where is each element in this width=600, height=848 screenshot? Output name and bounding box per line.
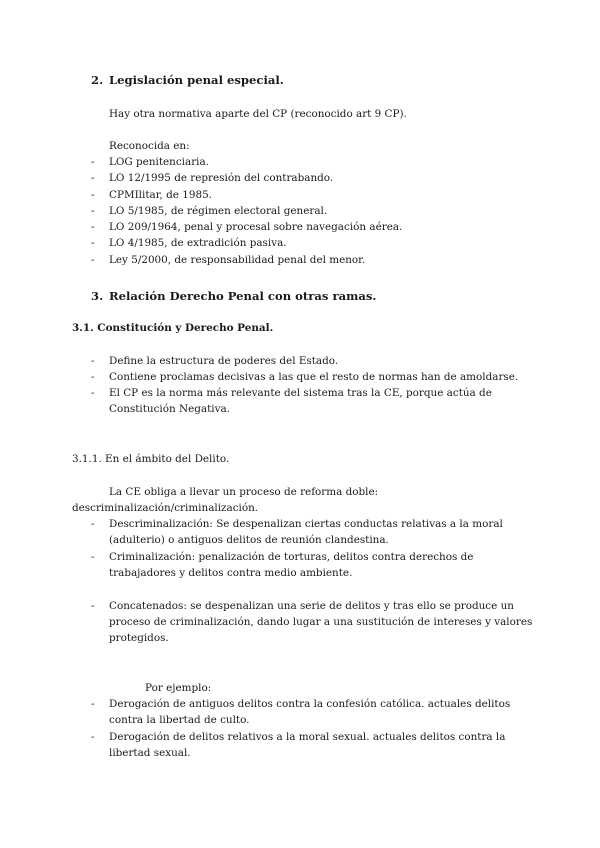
section-2-intro: Hay otra normativa aparte del CP (reconocido art 9 CP). bbox=[109, 108, 407, 120]
list-item-text: LO 12/1995 de represión del contrabando. bbox=[109, 172, 334, 184]
section-3-1-1-title: 3.1.1. En el ámbito del Delito. bbox=[72, 453, 230, 465]
list-item-text: Concatenados: se despenalizan una serie de delitos y tras ello se produce un bbox=[109, 600, 514, 612]
example-label: Por ejemplo: bbox=[145, 682, 212, 694]
list-item-text-continued: libertad sexual. bbox=[109, 747, 191, 759]
bullet-dash: - bbox=[91, 355, 95, 367]
list-item-text-continued: protegidos. bbox=[109, 632, 169, 644]
section-3-1-1-intro-line-2: descriminalización/criminalización. bbox=[72, 502, 259, 514]
list-item-text: Ley 5/2000, de responsabilidad penal del menor. bbox=[109, 254, 366, 266]
list-item-text: Descriminalización: Se despenalizan ciertas conductas relativas a la moral bbox=[109, 518, 503, 530]
list-item-text-continued: Constitución Negativa. bbox=[109, 403, 230, 415]
list-item-text: CPMIlitar, de 1985. bbox=[109, 189, 212, 201]
bullet-dash: - bbox=[91, 518, 95, 530]
list-item-text: LO 4/1985, de extradición pasiva. bbox=[109, 237, 287, 249]
list-item-text: LO 5/1985, de régimen electoral general. bbox=[109, 205, 328, 217]
list-item-text: LO 209/1964, penal y procesal sobre navegación aérea. bbox=[109, 221, 403, 233]
section-2-title: Legislación penal especial. bbox=[109, 73, 284, 87]
section-3-1-title: 3.1. Constitución y Derecho Penal. bbox=[72, 322, 274, 334]
section-2-number: 2. bbox=[91, 73, 104, 87]
bullet-dash: - bbox=[91, 254, 95, 266]
bullet-dash: - bbox=[91, 731, 95, 743]
bullet-dash: - bbox=[91, 237, 95, 249]
section-3-1-1-intro-line-1: La CE obliga a llevar un proceso de reforma doble: bbox=[109, 486, 379, 498]
list-item-text: Contiene proclamas decisivas a las que el resto de normas han de amoldarse. bbox=[109, 371, 519, 383]
bullet-dash: - bbox=[91, 387, 95, 399]
section-3-number: 3. bbox=[91, 289, 104, 303]
list-item-text: Derogación de delitos relativos a la moral sexual. actuales delitos contra la bbox=[109, 731, 506, 743]
list-item-text: LOG penitenciaria. bbox=[109, 156, 209, 168]
bullet-dash: - bbox=[91, 172, 95, 184]
section-3-title: Relación Derecho Penal con otras ramas. bbox=[109, 289, 377, 303]
list-item-text: Define la estructura de poderes del Estado. bbox=[109, 355, 339, 367]
bullet-dash: - bbox=[91, 698, 95, 710]
bullet-dash: - bbox=[91, 205, 95, 217]
bullet-dash: - bbox=[91, 551, 95, 563]
list-item-text-continued: proceso de criminalización, dando lugar a una sustitución de intereses y valores bbox=[109, 616, 533, 628]
list-item-text-continued: (adulterio) o antiguos delitos de reunión clandestina. bbox=[109, 534, 389, 546]
bullet-dash: - bbox=[91, 156, 95, 168]
section-2-recognized-label: Reconocida en: bbox=[109, 140, 190, 152]
list-item-text: El CP es la norma más relevante del sistema tras la CE, porque actúa de bbox=[109, 387, 492, 399]
bullet-dash: - bbox=[91, 189, 95, 201]
list-item-text-continued: contra la libertad de culto. bbox=[109, 714, 250, 726]
list-item-text: Derogación de antiguos delitos contra la confesión católica. actuales delitos bbox=[109, 698, 511, 710]
bullet-dash: - bbox=[91, 371, 95, 383]
bullet-dash: - bbox=[91, 221, 95, 233]
list-item-text-continued: trabajadores y delitos contra medio ambiente. bbox=[109, 567, 353, 579]
list-item-text: Criminalización: penalización de torturas, delitos contra derechos de bbox=[109, 551, 474, 563]
bullet-dash: - bbox=[91, 600, 95, 612]
